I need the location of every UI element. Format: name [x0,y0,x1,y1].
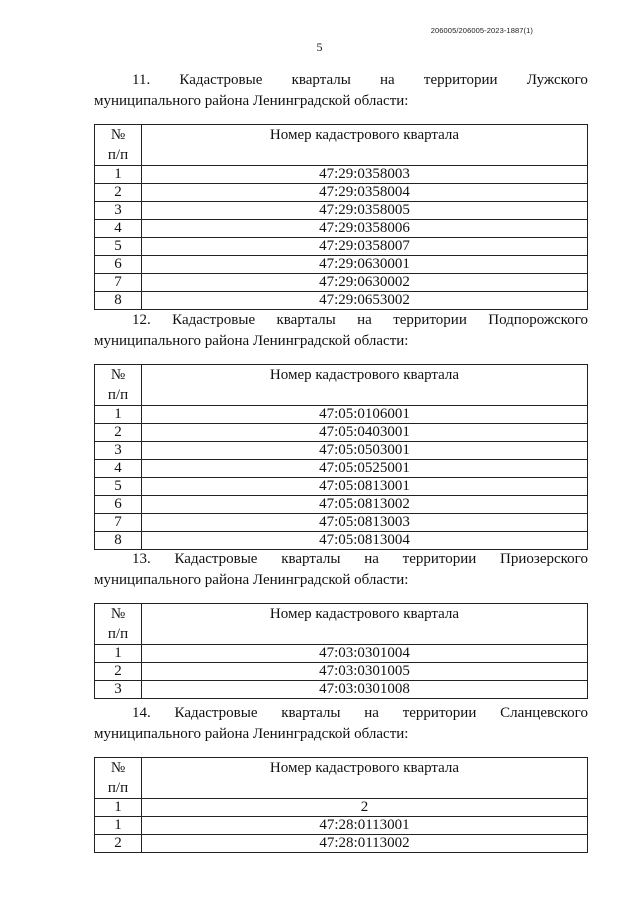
row-number: 8 [95,532,142,550]
heading-word: Сланцевского [500,705,588,721]
row-number: 8 [95,292,142,310]
heading-word: кварталы [281,551,341,567]
row-number: 6 [95,256,142,274]
cadastral-number: 47:29:0630002 [142,274,588,292]
cadastral-number: 47:29:0653002 [142,292,588,310]
heading-word: Кадастровые [174,705,258,721]
heading-word: Кадастровые [179,72,263,88]
heading-word: кварталы [281,705,341,721]
header-num-sign: № [110,606,126,622]
heading-word: Кадастровые [172,312,256,328]
row-number: 1 [95,817,142,835]
heading-word: на [357,312,372,328]
cadastral-number: 47:29:0358006 [142,220,588,238]
table-row [95,424,588,442]
heading-word: Лужского [526,72,588,88]
table-row [95,406,588,424]
section-number: 11. [132,72,151,88]
cadastral-number: 47:03:0301005 [142,663,588,681]
cadastral-number: 47:05:0813002 [142,496,588,514]
table-row [95,184,588,202]
header-pp: п/п [107,780,129,796]
table-header-row [95,758,588,799]
cadastral-number: 47:05:0813004 [142,532,588,550]
heading-word: Приозерского [500,551,588,567]
row-number: 2 [95,663,142,681]
row-number: 5 [95,478,142,496]
section-12 [94,310,588,550]
cadastral-number: 47:28:0113002 [142,835,588,853]
table-row [95,799,588,817]
row-number: 3 [95,442,142,460]
table-row [95,514,588,532]
column-header-cadastral: Номер кадастрового квартала [142,604,588,645]
heading-word: Подпорожского [488,312,588,328]
section-number: 12. [132,312,151,328]
table-row [95,274,588,292]
cadastral-number: 2 [142,799,588,817]
row-number: 7 [95,514,142,532]
row-number: 1 [95,406,142,424]
cadastral-number: 47:29:0358005 [142,202,588,220]
section-heading [94,70,588,112]
table-row [95,256,588,274]
heading-word: Кадастровые [174,551,258,567]
row-number: 2 [95,424,142,442]
table-row [95,292,588,310]
heading-word: территории [393,312,467,328]
table-row [95,496,588,514]
column-header-number [95,604,142,645]
column-header-number [95,365,142,406]
table-row [95,202,588,220]
table-row [95,645,588,663]
section-number: 13. [132,551,151,567]
table-row [95,220,588,238]
row-number: 5 [95,238,142,256]
section-heading [94,310,588,352]
row-number: 6 [95,496,142,514]
cadastral-table [94,757,588,853]
row-number: 1 [95,799,142,817]
section-13 [94,549,588,699]
section-heading [94,703,588,745]
cadastral-number: 47:05:0106001 [142,406,588,424]
header-pp: п/п [107,147,129,163]
row-number: 3 [95,681,142,699]
cadastral-number: 47:05:0813001 [142,478,588,496]
row-number: 4 [95,220,142,238]
row-number: 4 [95,460,142,478]
cadastral-number: 47:29:0358003 [142,166,588,184]
cadastral-number: 47:03:0301008 [142,681,588,699]
table-row [95,532,588,550]
document-id: 206005/206005-2023-1887(1) [430,26,533,35]
table-header-row [95,125,588,166]
heading-word: на [364,705,379,721]
cadastral-number: 47:03:0301004 [142,645,588,663]
table-row [95,663,588,681]
column-header-number [95,758,142,799]
section-heading [94,549,588,591]
cadastral-number: 47:05:0503001 [142,442,588,460]
header-num-sign: № [110,760,126,776]
heading-word: территории [402,551,477,567]
table-row [95,442,588,460]
section-number: 14. [132,705,151,721]
row-number: 2 [95,184,142,202]
heading-line-2: муниципального района Ленинградской области: [94,572,409,588]
table-header-row [95,365,588,406]
table-row [95,166,588,184]
heading-word: территории [423,72,498,88]
header-num-sign: № [110,367,126,383]
section-14 [94,703,588,853]
heading-word: кварталы [276,312,336,328]
cadastral-number: 47:05:0525001 [142,460,588,478]
row-number: 1 [95,166,142,184]
page-number: 5 [316,40,323,54]
column-header-number [95,125,142,166]
table-header-row [95,604,588,645]
table-row [95,460,588,478]
cadastral-number: 47:29:0630001 [142,256,588,274]
cadastral-number: 47:28:0113001 [142,817,588,835]
table-row [95,478,588,496]
header-pp: п/п [107,626,129,642]
row-number: 3 [95,202,142,220]
cadastral-number: 47:29:0358007 [142,238,588,256]
column-header-cadastral: Номер кадастрового квартала [142,758,588,799]
heading-line-2: муниципального района Ленинградской области: [94,333,409,349]
row-number: 7 [95,274,142,292]
cadastral-number: 47:05:0403001 [142,424,588,442]
heading-word: на [380,72,395,88]
heading-line-2: муниципального района Ленинградской области: [94,93,409,109]
row-number: 2 [95,835,142,853]
heading-word: на [364,551,379,567]
section-11 [94,70,588,310]
table-row [95,835,588,853]
header-pp: п/п [107,387,129,403]
heading-word: кварталы [291,72,351,88]
heading-line-2: муниципального района Ленинградской области: [94,726,409,742]
cadastral-number: 47:29:0358004 [142,184,588,202]
header-num-sign: № [110,127,126,143]
column-header-cadastral: Номер кадастрового квартала [142,365,588,406]
heading-word: территории [402,705,477,721]
cadastral-table [94,603,588,699]
table-row [95,681,588,699]
table-row [95,238,588,256]
cadastral-number: 47:05:0813003 [142,514,588,532]
cadastral-table [94,364,588,550]
row-number: 1 [95,645,142,663]
table-row [95,817,588,835]
column-header-cadastral: Номер кадастрового квартала [142,125,588,166]
cadastral-table [94,124,588,310]
